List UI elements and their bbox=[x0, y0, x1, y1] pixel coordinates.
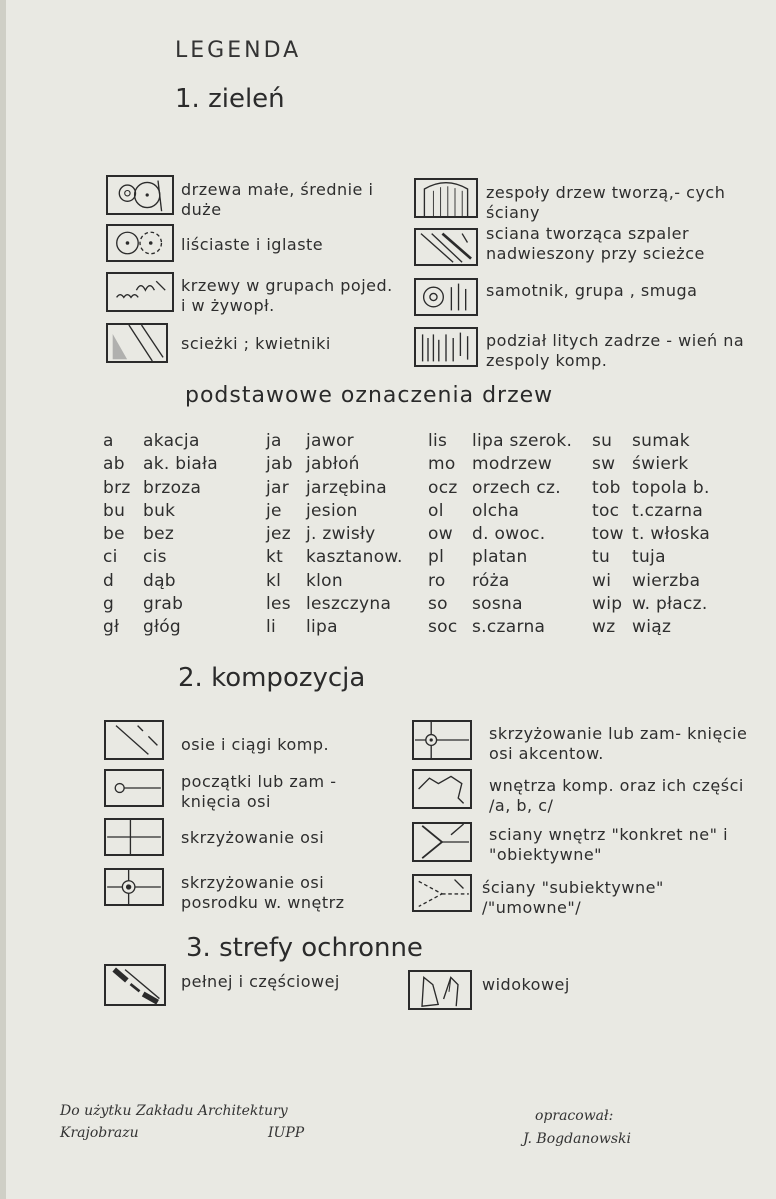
shrubs-label: krzewy w grupach pojed. i w żywopł. bbox=[181, 276, 393, 315]
trees-heading: podstawowe oznaczenia drzew bbox=[185, 383, 554, 408]
tree-division-icon bbox=[414, 327, 478, 367]
footer-institute: IUPP bbox=[268, 1125, 305, 1141]
full-partial-protection-icon bbox=[104, 964, 166, 1006]
tree-entry: les leszczyna bbox=[266, 594, 392, 615]
tree-entry: be bez bbox=[103, 524, 175, 545]
axis-label: osie i ciągi komp. bbox=[181, 735, 330, 754]
tree-entry: tu tuja bbox=[592, 547, 666, 568]
tree-entry: d dąb bbox=[103, 570, 176, 591]
tree-entry: ja jawor bbox=[266, 431, 354, 451]
view-protection-icon bbox=[408, 970, 472, 1010]
concrete-walls-icon bbox=[412, 822, 472, 862]
tree-entry: kt kasztanow. bbox=[266, 547, 403, 568]
tree-entry: a akacja bbox=[103, 431, 200, 451]
axis-start-label: początki lub zam - knięcia osi bbox=[181, 772, 337, 811]
tree-entry: lis lipa szerok. bbox=[428, 431, 573, 451]
tree-entry: jar jarzębina bbox=[266, 477, 387, 498]
tree-division-label: podział litych zadrze - wień na zespoly komp. bbox=[486, 331, 745, 370]
tree-entry: ro róża bbox=[428, 570, 510, 591]
trees-sizes-label: drzewa małe, średnie i duże bbox=[181, 180, 374, 219]
tree-entry: bu buk bbox=[103, 500, 176, 521]
tree-entry: so sosna bbox=[428, 594, 523, 615]
footer-prepared-by: opracował: bbox=[535, 1108, 614, 1124]
tree-column-3 bbox=[428, 430, 572, 640]
tree-entry: jez j. zwisły bbox=[266, 524, 376, 545]
tree-column-2 bbox=[266, 430, 403, 640]
footer-department: Krajobrazu bbox=[60, 1125, 139, 1141]
tree-entry: ab ak. biała bbox=[103, 454, 218, 475]
tree-entry: mo modrzew bbox=[428, 454, 553, 475]
accent-crossing-label: skrzyżowanie lub zam- knięcie osi akcentow. bbox=[489, 724, 748, 763]
subjective-walls-label: ściany "subiektywne" /"umowne"/ bbox=[482, 878, 664, 917]
axis-crossing-icon bbox=[104, 818, 164, 856]
footer-use-note: Do użytku Zakładu Architektury bbox=[60, 1103, 288, 1119]
paths-flowerbeds-label: scieżki ; kwietniki bbox=[181, 334, 331, 353]
tree-column-1 bbox=[103, 430, 218, 640]
solitary-group-strip-icon bbox=[414, 278, 478, 316]
section2-heading: 2. kompozycja bbox=[178, 663, 366, 693]
view-protection-label: widokowej bbox=[482, 975, 570, 994]
axis-start-icon bbox=[104, 769, 164, 807]
tree-entry: toc t.czarna bbox=[592, 500, 704, 521]
deciduous-coniferous-label: liściaste i iglaste bbox=[181, 235, 324, 254]
tree-entry: wz wiąz bbox=[592, 617, 672, 638]
tree-entry: ow d. owoc. bbox=[428, 524, 546, 545]
tree-column-4 bbox=[592, 430, 710, 640]
tree-entry: soc s.czarna bbox=[428, 617, 546, 638]
accent-crossing-icon bbox=[412, 720, 472, 760]
tree-entry: ci cis bbox=[103, 547, 167, 568]
section3-heading: 3. strefy ochronne bbox=[186, 933, 423, 963]
footer-author: J. Bogdanowski bbox=[523, 1131, 631, 1147]
tree-entry: brz brzoza bbox=[103, 477, 202, 498]
tree-entry: je jesion bbox=[266, 500, 358, 521]
axis-crossing-center-label: skrzyżowanie osi posrodku w. wnętrz bbox=[181, 873, 345, 912]
axis-crossing-label: skrzyżowanie osi bbox=[181, 828, 325, 847]
tree-entry: ocz orzech cz. bbox=[428, 477, 561, 498]
full-partial-protection-label: pełnej i częściowej bbox=[181, 972, 340, 991]
tree-entry: pl platan bbox=[428, 547, 528, 568]
axis-crossing-center-icon bbox=[104, 868, 164, 906]
solitary-group-strip-label: samotnik, grupa , smuga bbox=[486, 281, 698, 300]
subjective-walls-icon bbox=[412, 874, 472, 912]
tree-entry: sw świerk bbox=[592, 454, 689, 475]
section1-heading: 1. zieleń bbox=[175, 84, 285, 114]
tree-entry: wip w. płacz. bbox=[592, 594, 708, 615]
shrubs-icon bbox=[106, 272, 174, 312]
tree-entry: tow t. włoska bbox=[592, 524, 711, 545]
deciduous-coniferous-icon bbox=[106, 224, 174, 262]
tree-entry: wi wierzba bbox=[592, 570, 701, 591]
page-edge bbox=[0, 0, 6, 1199]
legend-title: LEGENDA bbox=[175, 38, 302, 63]
interior-icon bbox=[412, 769, 472, 809]
hanging-wall-icon bbox=[414, 228, 478, 266]
tree-entry: jab jabłoń bbox=[266, 454, 360, 475]
tree-wall-label: zespoły drzew tworzą,- cych ściany bbox=[486, 183, 726, 222]
tree-entry: gł głóg bbox=[103, 617, 182, 638]
tree-wall-icon bbox=[414, 178, 478, 218]
tree-entry: tob topola b. bbox=[592, 477, 710, 498]
tree-entry: g grab bbox=[103, 594, 184, 615]
tree-entry: su sumak bbox=[592, 431, 690, 451]
paths-flowerbeds-icon bbox=[106, 323, 168, 363]
concrete-walls-label: sciany wnętrz "konkret ne" i "obiektywne" bbox=[489, 825, 729, 864]
hanging-wall-label: sciana tworząca szpaler nadwieszony przy scieżce bbox=[486, 224, 705, 263]
axis-icon bbox=[104, 720, 164, 760]
trees-small-medium-large-icon bbox=[106, 175, 174, 215]
tree-entry: ol olcha bbox=[428, 500, 520, 521]
tree-entry: kl klon bbox=[266, 570, 343, 591]
interior-label: wnętrza komp. oraz ich części /a, b, c/ bbox=[489, 776, 744, 815]
tree-entry: li lipa bbox=[266, 617, 338, 638]
